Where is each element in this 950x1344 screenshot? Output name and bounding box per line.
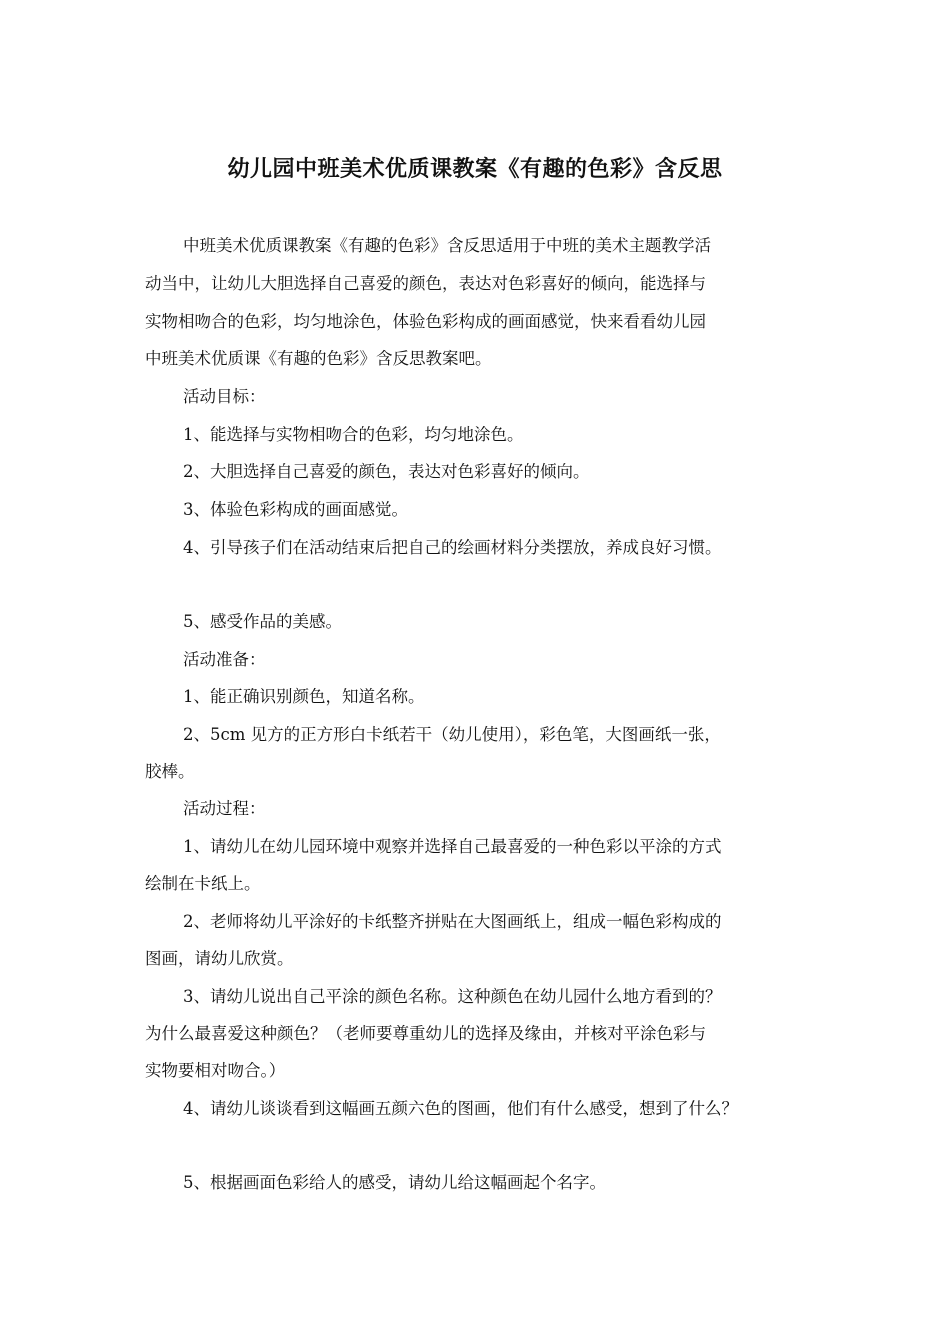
process-item-1: 1、请幼儿在幼儿园环境中观察并选择自己最喜爱的一种色彩以平涂的方式 bbox=[183, 837, 722, 856]
process-item-1-continued: 绘制在卡纸上。 bbox=[145, 874, 261, 893]
goal-item-4: 4、引导孩子们在活动结束后把自己的绘画材料分类摆放，养成良好习惯。 bbox=[183, 538, 722, 557]
process-item-3-continued-1: 为什么最喜爱这种颜色？（老师要尊重幼儿的选择及缘由，并核对平涂色彩与 bbox=[145, 1024, 706, 1043]
process-item-3-continued-2: 实物要相对吻合。） bbox=[145, 1061, 286, 1080]
document-title: 幼儿园中班美术优质课教案《有趣的色彩》含反思 bbox=[227, 157, 723, 182]
preparation-item-1: 1、能正确识别颜色，知道名称。 bbox=[183, 687, 425, 706]
preparation-item-2-continued: 胶棒。 bbox=[145, 762, 195, 781]
process-item-2: 2、老师将幼儿平涂好的卡纸整齐拼贴在大图画纸上，组成一幅色彩构成的 bbox=[183, 912, 722, 931]
process-item-5: 5、根据画面色彩给人的感受，请幼儿给这幅画起个名字。 bbox=[183, 1173, 606, 1192]
preparation-item-2: 2、5cm 见方的正方形白卡纸若干（幼儿使用），彩色笔，大图画纸一张， bbox=[183, 725, 721, 744]
intro-line-2: 动当中，让幼儿大胆选择自己喜爱的颜色，表达对色彩喜好的倾向，能选择与 bbox=[145, 274, 706, 293]
goal-item-3: 3、体验色彩构成的画面感觉。 bbox=[183, 500, 408, 519]
goal-item-2: 2、大胆选择自己喜爱的颜色，表达对色彩喜好的倾向。 bbox=[183, 462, 590, 481]
section-heading-preparation: 活动准备： bbox=[183, 650, 266, 669]
process-item-2-continued: 图画，请幼儿欣赏。 bbox=[145, 949, 294, 968]
process-item-3: 3、请幼儿说出自己平涂的颜色名称。这种颜色在幼儿园什么地方看到的？ bbox=[183, 987, 722, 1006]
process-item-4: 4、请幼儿谈谈看到这幅画五颜六色的图画，他们有什么感受，想到了什么？ bbox=[183, 1099, 738, 1118]
intro-line-3: 实物相吻合的色彩，均匀地涂色，体验色彩构成的画面感觉，快来看看幼儿园 bbox=[145, 312, 706, 331]
intro-line-1: 中班美术优质课教案《有趣的色彩》含反思适用于中班的美术主题教学活 bbox=[183, 236, 711, 255]
intro-line-4: 中班美术优质课《有趣的色彩》含反思教案吧。 bbox=[145, 349, 492, 368]
goal-item-1: 1、能选择与实物相吻合的色彩，均匀地涂色。 bbox=[183, 425, 524, 444]
section-heading-process: 活动过程： bbox=[183, 799, 266, 818]
section-heading-goals: 活动目标： bbox=[183, 387, 266, 406]
goal-item-5: 5、感受作品的美感。 bbox=[183, 612, 342, 631]
